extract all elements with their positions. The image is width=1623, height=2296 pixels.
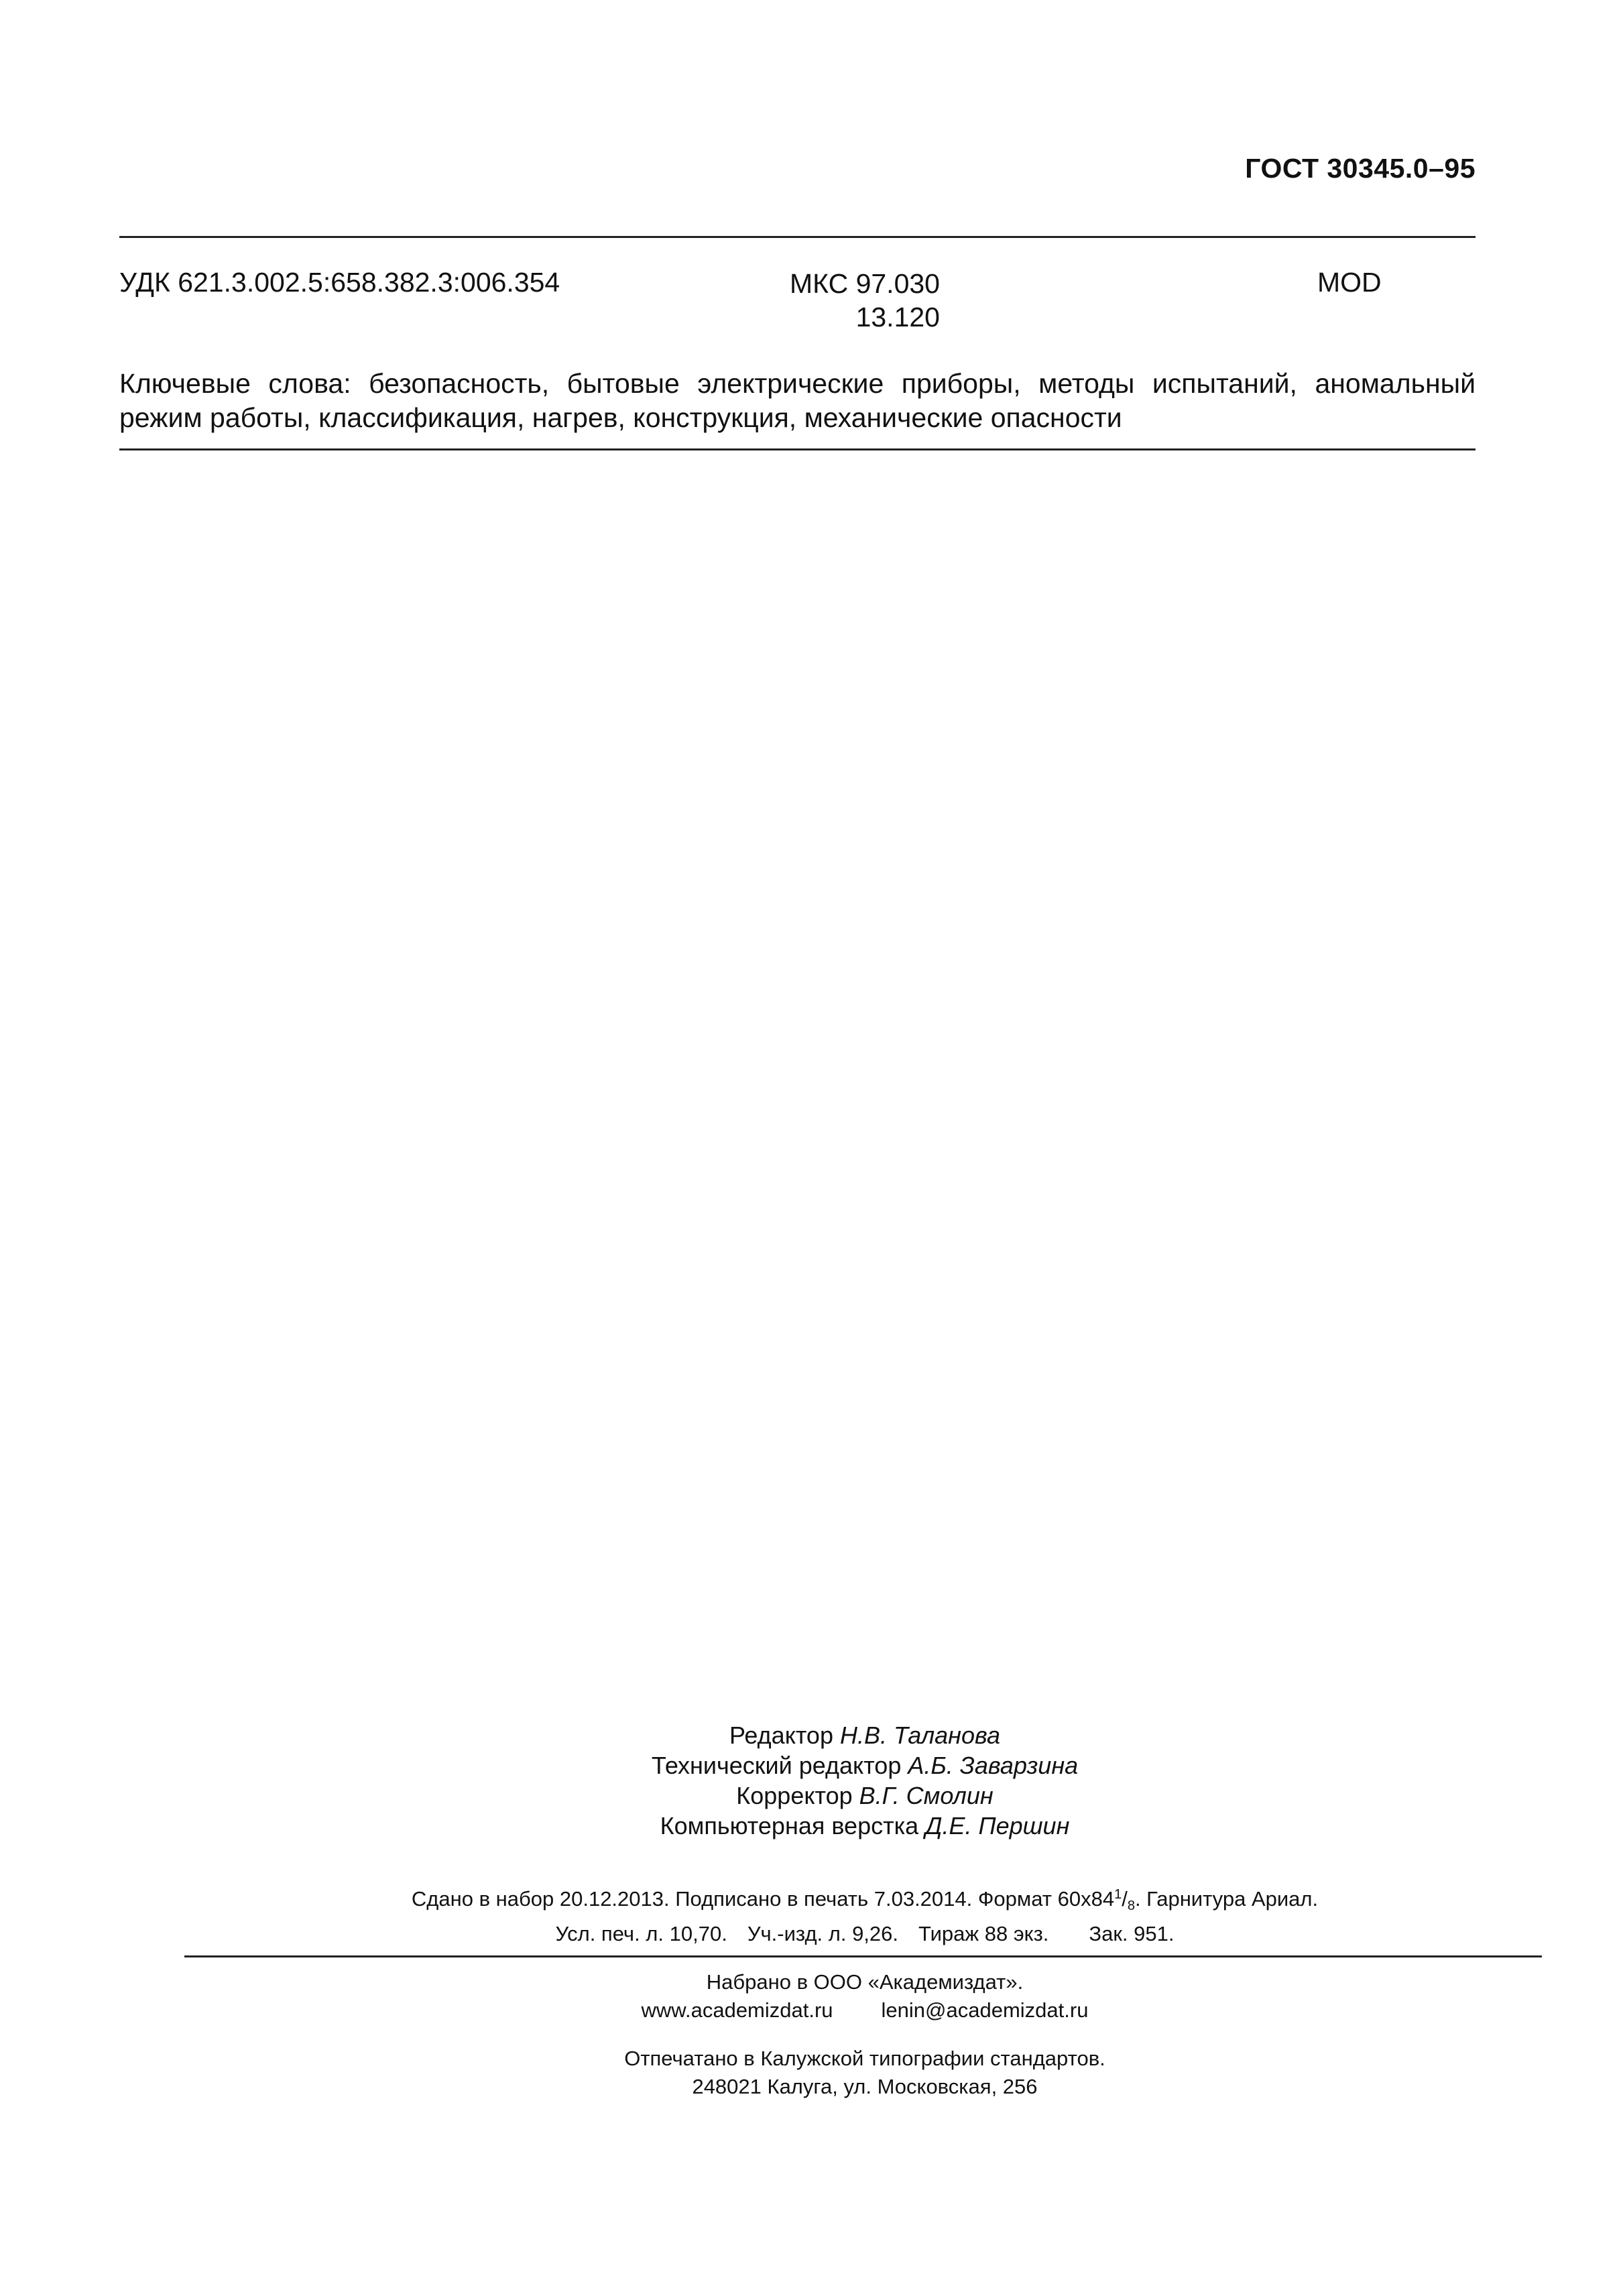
print-info-line-2 — [0, 1920, 1623, 1948]
tech-editor-name: А.Б. Заварзина — [908, 1752, 1079, 1779]
keywords-paragraph: Ключевые слова: безопасность, бытовые электрические приборы, методы испытаний, аномальный режим работы, классификация, нагрев, конструкция, механические опасности — [119, 368, 1476, 433]
layout-name: Д.Е. Першин — [925, 1812, 1070, 1839]
mod-label: MOD — [1317, 267, 1382, 298]
layout-line — [0, 1811, 1623, 1841]
editor-line — [0, 1720, 1623, 1750]
top-divider — [119, 236, 1476, 238]
publisher-block — [0, 1968, 1623, 2101]
publisher-email: lenin@academizdat.ru — [881, 1998, 1089, 2022]
corrector-line — [0, 1780, 1623, 1811]
corrector-name: В.Г. Смолин — [859, 1782, 994, 1809]
order-number: Зак. 951. — [1089, 1922, 1175, 1945]
mks-line-1: МКС 97.030 — [790, 268, 940, 299]
printed-by: Отпечатано в Калужской типографии стандартов. — [624, 2047, 1105, 2070]
keywords-divider — [119, 448, 1476, 450]
publisher-sheets: Уч.-изд. л. 9,26. — [747, 1922, 899, 1945]
print-run: Тираж 88 экз. — [918, 1922, 1049, 1945]
layout-role: Компьютерная верстка — [660, 1812, 919, 1839]
publisher-website: www.academizdat.ru — [641, 1998, 833, 2022]
standard-code: ГОСТ 30345.0–95 — [1245, 153, 1476, 184]
contact-line — [0, 1996, 1623, 2025]
udk-code: УДК 621.3.002.5:658.382.3:006.354 — [119, 267, 560, 298]
credits-block — [0, 1720, 1623, 1841]
mks-line-2: 13.120 — [855, 302, 940, 333]
format-numerator: 1 — [1114, 1887, 1122, 1902]
printer-address: 248021 Калуга, ул. Московская, 256 — [692, 2075, 1038, 2098]
editor-role: Редактор — [729, 1721, 833, 1749]
print-typeface: . Гарнитура Ариал. — [1134, 1887, 1319, 1911]
format-denominator: 8 — [1127, 1898, 1135, 1913]
mks-code — [790, 267, 940, 334]
tech-editor-role: Технический редактор — [651, 1752, 902, 1779]
typeset-by: Набрано в ООО «Академиздат». — [706, 1970, 1024, 1994]
corrector-role: Корректор — [736, 1782, 853, 1809]
tech-editor-line — [0, 1750, 1623, 1780]
print-sheets: Усл. печ. л. 10,70. — [555, 1922, 727, 1945]
editor-name: Н.В. Таланова — [839, 1721, 1000, 1749]
print-info-block — [0, 1880, 1623, 1948]
print-dates: Сдано в набор 20.12.2013. Подписано в печать 7.03.2014. Формат 60х84 — [411, 1887, 1115, 1911]
imprint-divider — [184, 1955, 1542, 1957]
print-info-line-1: Сдано в набор 20.12.2013. Подписано в печать 7.03.2014. Формат $60х84^1/_8$. Гарнитура Ариал. — [411, 1887, 1319, 1913]
